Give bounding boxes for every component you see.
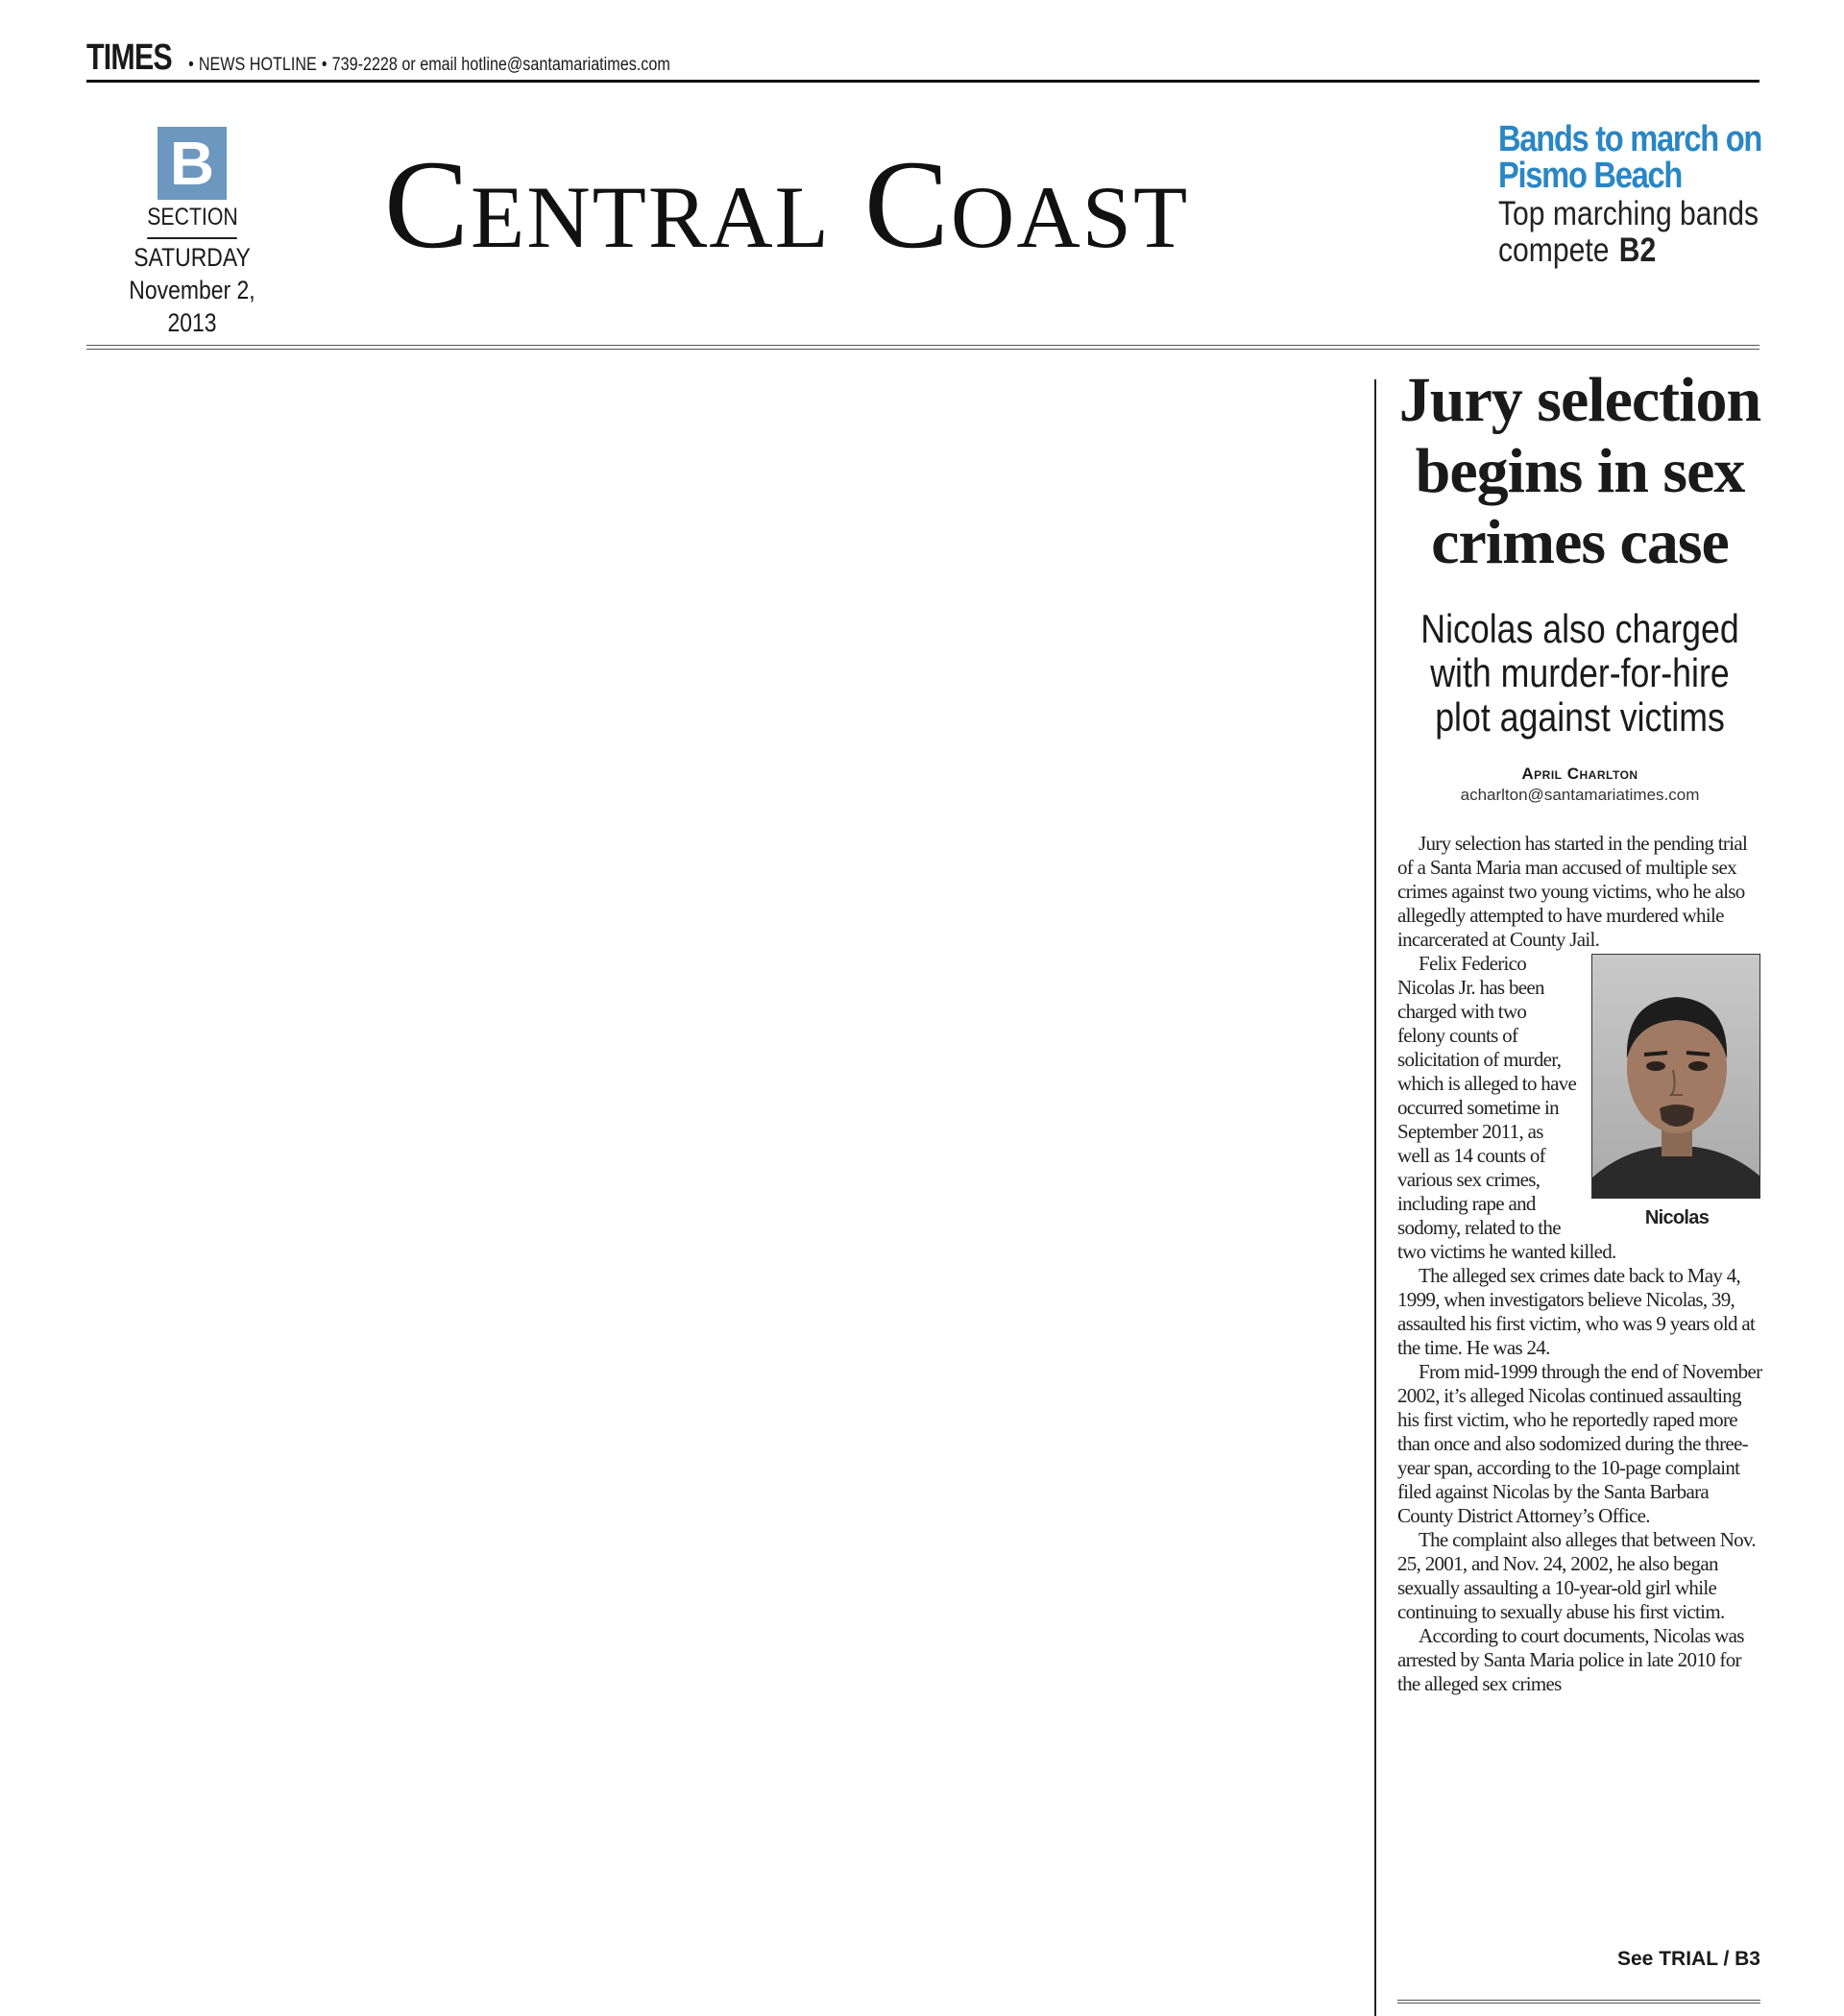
issue-date: November 2, 2013 — [129, 276, 255, 337]
byline-name: April Charlton — [1521, 765, 1638, 783]
mugshot-photo — [1591, 954, 1762, 1230]
section-letter: B — [158, 127, 227, 200]
portrait-image — [1592, 955, 1760, 1199]
photo-caption: Nicolas — [1644, 1207, 1710, 1228]
issue-day: SATURDAY — [133, 243, 251, 272]
promo-teaser-text: Top marching bands compete — [1498, 195, 1759, 269]
story-deck: Nicolas also charged with murder-for-hire plot against victims — [1420, 606, 1739, 740]
promo-teaser — [1498, 196, 1762, 269]
masthead-rule — [86, 345, 1759, 350]
story-body — [1397, 832, 1762, 1696]
story-paragraph: Jury selection has started in the pending trial of a Santa Maria man accused of multiple sex crimes against two young victims, who he also allegedly attempted to have murdered while incarcerated at County Jail. — [1397, 832, 1748, 951]
byline — [1397, 765, 1762, 805]
promo-box[interactable] — [1498, 119, 1762, 269]
story-paragraph: The complaint also alleges that between Nov. 25, 2001, and Nov. 24, 2002, he also began sexually assaulting a 10-year-old girl while continuing to sexually abuse his first victim. — [1397, 1528, 1756, 1623]
bullet-separator: • — [322, 55, 328, 75]
hotline-label: NEWS HOTLINE — [198, 55, 317, 75]
top-strip — [86, 38, 1759, 83]
promo-headline[interactable]: Bands to march on Pismo Beach — [1498, 119, 1762, 196]
bottom-rule — [1397, 2000, 1760, 2004]
story-column — [1397, 365, 1762, 1696]
story-paragraph: The alleged sex crimes date back to May 4, 1999, when investigators believe Nicolas, 39, assaulted his first victim, who was 9 years old at the time. He was 24. — [1397, 1264, 1756, 1359]
section-badge — [96, 127, 288, 339]
hotline-info — [183, 55, 670, 76]
story-headline: Jury selection begins in sex crimes case — [1398, 365, 1761, 577]
mugshot-frame — [1591, 954, 1760, 1199]
byline-email[interactable]: acharlton@santamariatimes.com — [1460, 786, 1700, 804]
hotline-contact[interactable]: 739-2228 or email hotline@santamariatimes.com — [331, 55, 670, 75]
section-label: SECTION — [147, 204, 237, 239]
story-paragraph: From mid-1999 through the end of November 2002, it’s alleged Nicolas continued assaulting his first victim, who he reportedly raped more than once and also sodomized during the three-year span, according to the 10-page complaint filed against Nicolas by the Santa Barbara County District Attorney’s Office. — [1397, 1360, 1762, 1527]
story-paragraph: According to court documents, Nicolas was arrested by Santa Maria police in late 2010 for the alleged sex crimes — [1397, 1624, 1744, 1695]
jump-line[interactable]: See TRIAL / B3 — [1617, 1948, 1760, 1970]
column-divider — [1374, 379, 1376, 2016]
paper-name: TIMES — [86, 37, 172, 78]
story-paragraph: Felix Federico Nicolas Jr. has been charged with two felony counts of solicitation of murder, which is alleged to have occurred sometime in September 2011, as well as 14 counts of various sex crimes, including rape and sodomy, related to the two victims he wanted killed. — [1397, 952, 1616, 1263]
bullet-separator: • — [188, 55, 194, 75]
promo-page-ref: B2 — [1618, 231, 1657, 269]
section-title: Central Coast — [384, 134, 1190, 275]
